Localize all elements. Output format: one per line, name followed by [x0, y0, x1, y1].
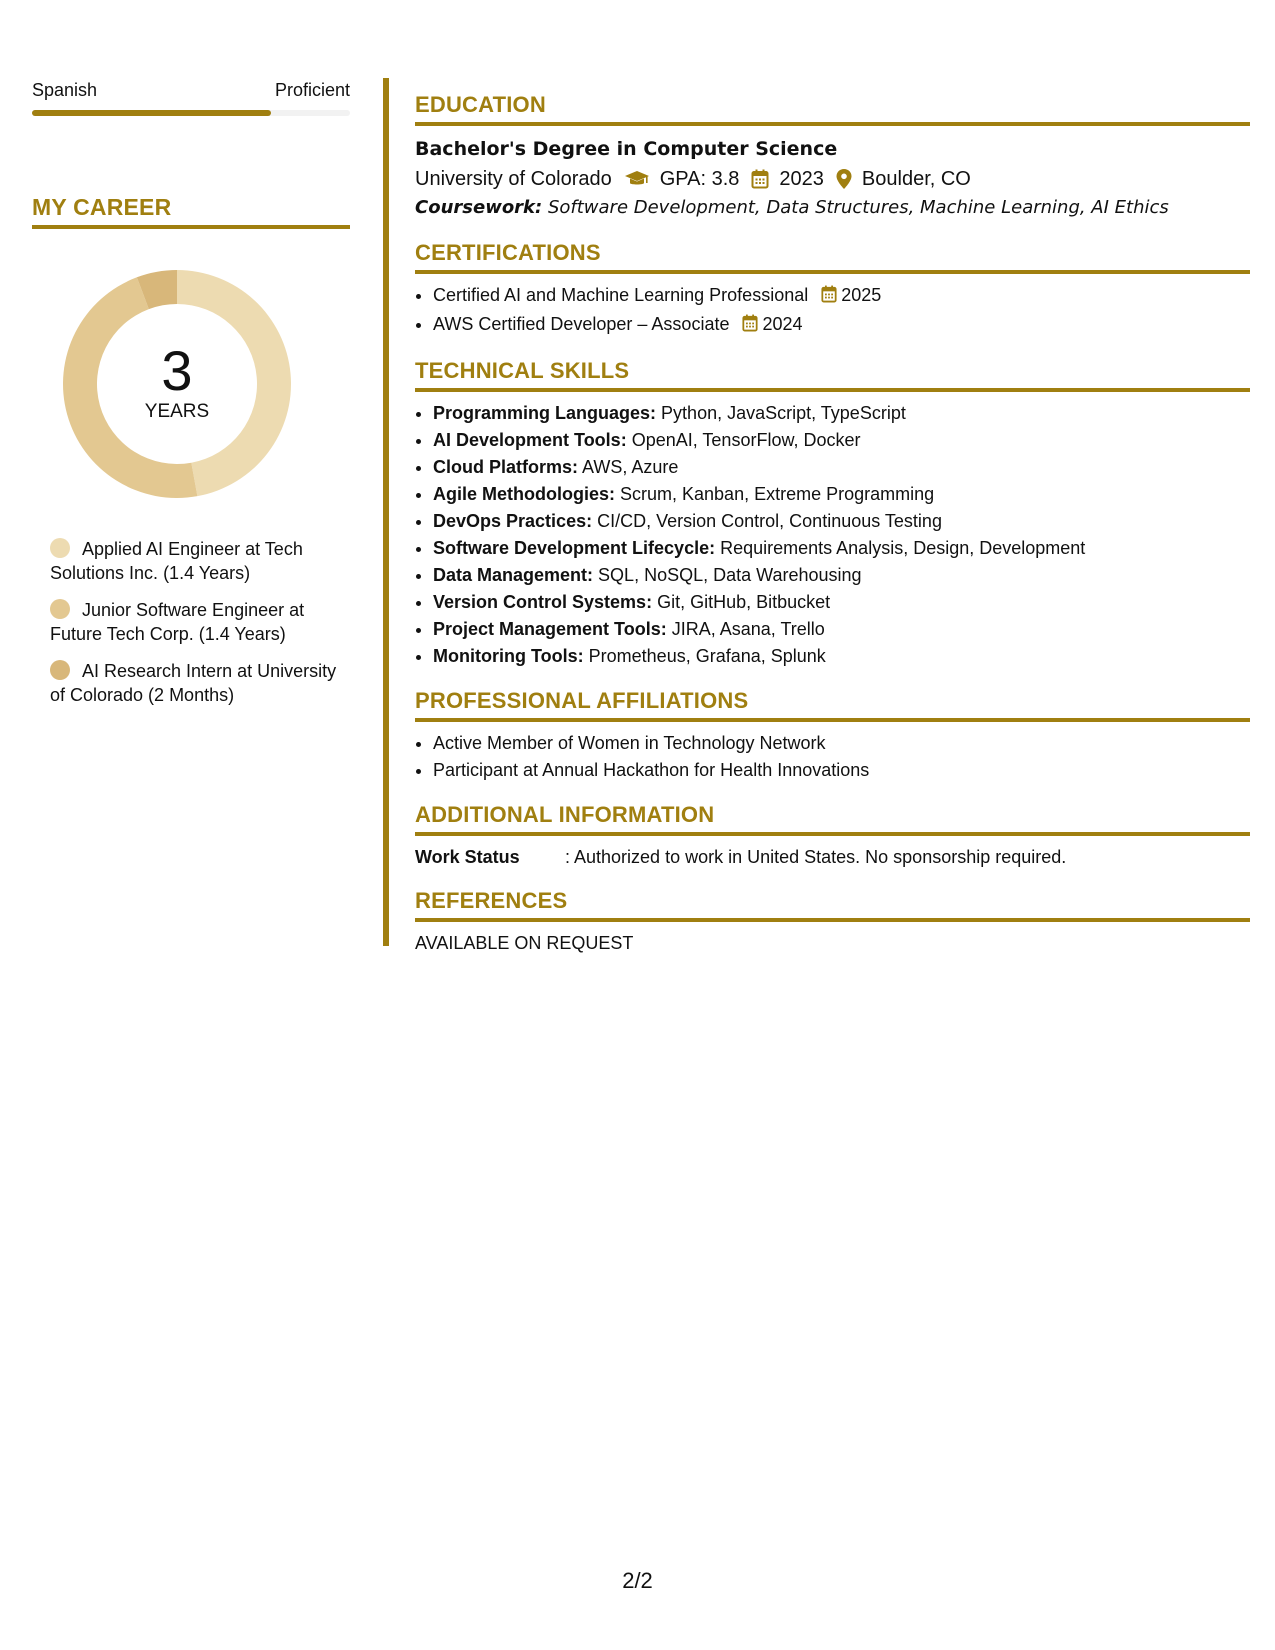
- career-total: 3: [161, 339, 193, 402]
- career-unit: YEARS: [144, 401, 210, 422]
- certifications-list: [415, 282, 1250, 340]
- career-legend-item: [50, 537, 350, 585]
- skill-item: [433, 643, 1250, 670]
- skills-heading: TECHNICAL SKILLS: [415, 358, 1250, 392]
- affiliations-heading: PROFESSIONAL AFFILIATIONS: [415, 688, 1250, 722]
- education-meta: [415, 164, 1250, 194]
- skill-value: Scrum, Kanban, Extreme Programming: [620, 484, 935, 504]
- skills-section: [415, 358, 1250, 670]
- skill-value: JIRA, Asana, Trello: [671, 619, 825, 639]
- career-legend-item: [50, 659, 350, 707]
- affiliation-item: • Participant at Annual Hackathon for Health Innovations: [433, 757, 1250, 784]
- skill-label: DevOps Practices:: [433, 511, 593, 531]
- skill-item: [433, 562, 1250, 589]
- degree-title: Bachelor's Degree in Computer Science: [415, 138, 838, 160]
- career-legend-label: AI Research Intern at University of Colorado (2 Months): [50, 661, 337, 705]
- skill-label: Project Management Tools:: [433, 619, 667, 639]
- skill-label: AI Development Tools:: [433, 430, 627, 450]
- references-section: [415, 888, 1250, 956]
- calendar-icon: [751, 169, 769, 189]
- career-legend-label: Junior Software Engineer at Future Tech Corp. (1.4 Years): [50, 600, 305, 644]
- location-pin-icon: [836, 169, 852, 189]
- left-column: [32, 78, 350, 720]
- skill-item: [433, 454, 1250, 481]
- skill-value: Requirements Analysis, Design, Development: [720, 538, 1086, 558]
- skill-value: CI/CD, Version Control, Continuous Testing: [597, 511, 942, 531]
- school-location: Boulder, CO: [861, 168, 971, 190]
- skill-value: Prometheus, Grafana, Splunk: [588, 646, 826, 666]
- skill-label: Programming Languages:: [433, 403, 657, 423]
- language-row: [32, 78, 350, 102]
- certifications-section: [415, 240, 1250, 340]
- legend-dot: [50, 599, 70, 619]
- skills-list: [415, 400, 1250, 670]
- certification-year: 2025: [841, 285, 882, 305]
- skill-value: AWS, Azure: [582, 457, 679, 477]
- calendar-icon: [742, 313, 758, 340]
- language-name: Spanish: [32, 80, 98, 100]
- coursework-label: Coursework:: [415, 197, 543, 218]
- school-name: University of Colorado: [415, 168, 612, 190]
- certification-name: Certified AI and Machine Learning Professional: [433, 285, 809, 305]
- skill-item: [433, 535, 1250, 562]
- references-heading: REFERENCES: [415, 888, 1250, 922]
- coursework: [415, 194, 1250, 222]
- skill-item: [433, 616, 1250, 643]
- skill-item: [433, 589, 1250, 616]
- references-text: AVAILABLE ON REQUEST: [415, 933, 634, 953]
- skill-label: Cloud Platforms:: [433, 457, 579, 477]
- skill-item: [433, 400, 1250, 427]
- affiliation-item: • Active Member of Women in Technology Network: [433, 730, 1250, 757]
- calendar-icon: [821, 284, 837, 311]
- skill-label: Software Development Lifecycle:: [433, 538, 716, 558]
- page-number: 2/2: [622, 1568, 653, 1593]
- graduation-year: 2023: [779, 168, 824, 190]
- affiliations-list: [415, 730, 1250, 784]
- career-heading: MY CAREER: [32, 194, 350, 229]
- skill-value: Git, GitHub, Bitbucket: [657, 592, 831, 612]
- certifications-heading: CERTIFICATIONS: [415, 240, 1250, 274]
- education-heading: EDUCATION: [415, 92, 1250, 126]
- skill-value: OpenAI, TensorFlow, Docker: [631, 430, 861, 450]
- certification-year: 2024: [762, 314, 803, 334]
- legend-dot: [50, 538, 70, 558]
- certification-item: [433, 311, 1250, 340]
- skill-label: Monitoring Tools:: [433, 646, 584, 666]
- career-legend-label: Applied AI Engineer at Tech Solutions Inc. (1.4 Years): [50, 539, 303, 583]
- career-donut-chart: [62, 269, 292, 499]
- coursework-list: Software Development, Data Structures, Machine Learning, AI Ethics: [547, 197, 1169, 218]
- additional-info-section: [415, 802, 1250, 870]
- career-legend-item: [50, 598, 350, 646]
- column-divider: [383, 78, 389, 946]
- skill-item: [433, 481, 1250, 508]
- career-legend: [50, 537, 350, 707]
- certification-item: [433, 282, 1250, 311]
- skill-label: Data Management:: [433, 565, 594, 585]
- additional-info-heading: ADDITIONAL INFORMATION: [415, 802, 1250, 836]
- skill-value: Python, JavaScript, TypeScript: [661, 403, 906, 423]
- skill-label: Agile Methodologies:: [433, 484, 615, 504]
- skill-item: [433, 427, 1250, 454]
- work-status-value: : Authorized to work in United States. No sponsorship required.: [565, 847, 1067, 867]
- language-proficiency-bar: [32, 110, 350, 116]
- skill-value: SQL, NoSQL, Data Warehousing: [598, 565, 862, 585]
- right-column: [415, 92, 1250, 956]
- legend-dot: [50, 660, 70, 680]
- certification-name: AWS Certified Developer – Associate: [433, 314, 730, 334]
- education-section: [415, 92, 1250, 222]
- language-level: Proficient: [274, 80, 350, 100]
- skill-item: [433, 508, 1250, 535]
- work-status-row: [415, 844, 1250, 870]
- affiliations-section: [415, 688, 1250, 784]
- gpa: GPA: 3.8: [659, 168, 740, 190]
- graduation-cap-icon: [624, 170, 650, 188]
- language-proficiency-fill: [32, 110, 271, 116]
- work-status-label: Work Status: [415, 847, 520, 867]
- skill-label: Version Control Systems:: [433, 592, 653, 612]
